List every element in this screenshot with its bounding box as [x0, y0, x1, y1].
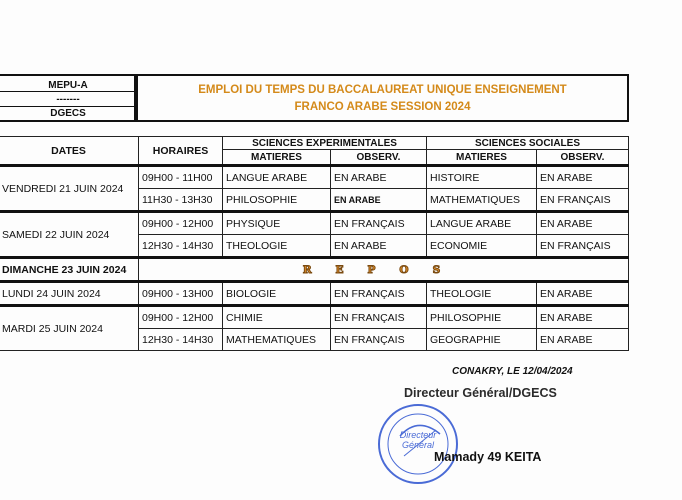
page-title — [136, 74, 629, 122]
row-date: VENDREDI 21 JUIN 2024 — [0, 166, 139, 212]
sub-matieres-1: MATIERES — [223, 150, 331, 166]
row-time: 09H00 - 12H00 — [139, 212, 223, 235]
title-line-1: EMPLOI DU TEMPS DU BACCALAUREAT UNIQUE ENSEIGNEMENT — [198, 84, 567, 96]
row-date: DIMANCHE 23 JUIN 2024 — [0, 258, 139, 282]
row-date: MARDI 25 JUIN 2024 — [0, 306, 139, 351]
row-observ-exp: EN ARABE — [331, 166, 427, 189]
repos-label: REPOS — [139, 258, 629, 282]
row-subject-soc: THEOLOGIE — [427, 282, 537, 306]
row-subject-soc: HISTOIRE — [427, 166, 537, 189]
row-time: 09H00 - 13H00 — [139, 282, 223, 306]
schedule-table — [0, 136, 629, 351]
row-observ-exp: EN FRANÇAIS — [331, 282, 427, 306]
row-time: 12H30 - 14H30 — [139, 329, 223, 351]
row-subject-exp: MATHEMATIQUES — [223, 329, 331, 351]
table-header-row — [0, 137, 629, 150]
header-dates: DATES — [0, 137, 139, 166]
table-row — [0, 212, 629, 235]
row-time: 11H30 - 13H30 — [139, 189, 223, 212]
row-observ-soc: EN FRANÇAIS — [537, 235, 629, 258]
row-subject-exp: BIOLOGIE — [223, 282, 331, 306]
row-observ-soc: EN ARABE — [537, 306, 629, 329]
row-time: 09H00 - 12H00 — [139, 306, 223, 329]
place-date: CONAKRY, LE 12/04/2024 — [452, 366, 573, 377]
row-observ-soc: EN ARABE — [537, 212, 629, 235]
row-time: 09H00 - 11H00 — [139, 166, 223, 189]
row-subject-exp: PHYSIQUE — [223, 212, 331, 235]
row-time: 12H30 - 14H30 — [139, 235, 223, 258]
row-date: SAMEDI 22 JUIN 2024 — [0, 212, 139, 258]
header-sciences-soc: SCIENCES SOCIALES — [427, 137, 629, 150]
sub-observ-2: OBSERV. — [537, 150, 629, 166]
signatory-role: Directeur Général/DGECS — [404, 386, 557, 400]
row-observ-soc: EN ARABE — [537, 329, 629, 351]
ministry-header — [0, 74, 136, 122]
row-subject-exp: PHILOSOPHIE — [223, 189, 331, 212]
header-horaires: HORAIRES — [139, 137, 223, 166]
row-observ-exp: EN FRANÇAIS — [331, 329, 427, 351]
org-separator: ------- — [56, 94, 80, 105]
signatory-name: Mamady 49 KEITA — [434, 450, 542, 464]
table-row-repos — [0, 258, 629, 282]
row-subject-soc: GEOGRAPHIE — [427, 329, 537, 351]
title-line-2: FRANCO ARABE SESSION 2024 — [294, 101, 471, 113]
row-observ-exp: EN FRANÇAIS — [331, 306, 427, 329]
row-observ-soc: EN ARABE — [537, 282, 629, 306]
header-sciences-exp: SCIENCES EXPERIMENTALES — [223, 137, 427, 150]
sub-observ-1: OBSERV. — [331, 150, 427, 166]
sub-matieres-2: MATIERES — [427, 150, 537, 166]
row-observ-exp: EN FRANÇAIS — [331, 212, 427, 235]
row-subject-soc: PHILOSOPHIE — [427, 306, 537, 329]
table-row — [0, 306, 629, 329]
table-row — [0, 282, 629, 306]
row-subject-exp: THEOLOGIE — [223, 235, 331, 258]
table-row — [0, 166, 629, 189]
row-observ-soc: EN ARABE — [537, 166, 629, 189]
row-observ-exp: EN ARABE — [331, 235, 427, 258]
stamp-text: Directeur Général — [399, 430, 437, 450]
row-subject-soc: MATHEMATIQUES — [427, 189, 537, 212]
row-subject-exp: CHIMIE — [223, 306, 331, 329]
row-subject-exp: LANGUE ARABE — [223, 166, 331, 189]
org-dgecs: DGECS — [50, 108, 86, 119]
row-observ-soc: EN FRANÇAIS — [537, 189, 629, 212]
row-subject-soc: LANGUE ARABE — [427, 212, 537, 235]
row-subject-soc: ECONOMIE — [427, 235, 537, 258]
row-date: LUNDI 24 JUIN 2024 — [0, 282, 139, 306]
official-stamp — [378, 404, 458, 484]
org-mepu: MEPU-A — [48, 80, 88, 91]
row-observ-exp: EN ARABE — [331, 189, 427, 212]
